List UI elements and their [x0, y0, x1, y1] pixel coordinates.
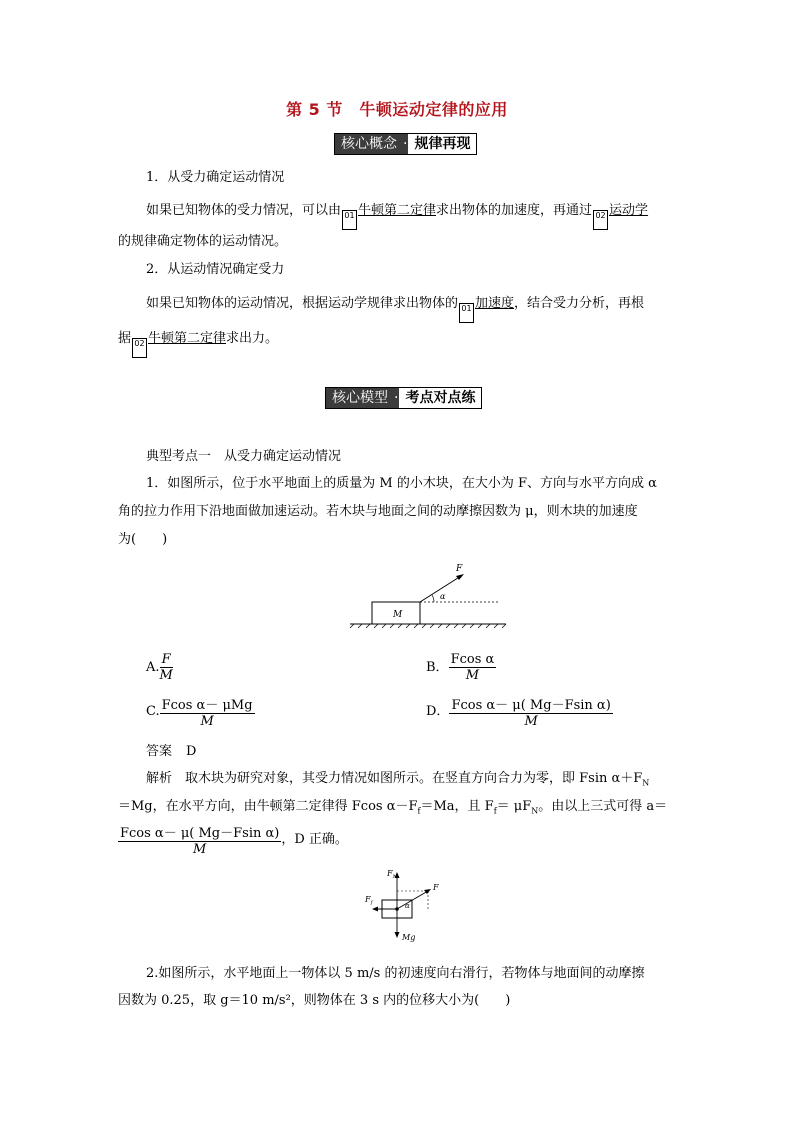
subscript: N	[531, 806, 539, 816]
force-F-label: F	[456, 564, 463, 574]
ground-hatching	[350, 624, 506, 628]
numerator: Fcos α－ μ( Mg－Fsin α)	[118, 822, 281, 842]
arrowhead-icon	[456, 574, 464, 580]
fraction	[449, 652, 497, 683]
fraction	[160, 694, 255, 729]
center-point	[395, 907, 399, 911]
normal-force-label: $F_N$	[387, 869, 397, 880]
fraction	[449, 694, 612, 729]
banner-dot: ·	[394, 390, 399, 406]
numerator: Fcos α－ μMg	[160, 694, 255, 714]
analysis-line2	[118, 795, 667, 816]
block-M-label: M	[393, 610, 403, 620]
banner-dot: ·	[403, 136, 408, 152]
figure-force-diagram	[360, 864, 450, 946]
concept-paragraph-2-line1	[146, 292, 644, 323]
text: ＝Ma，且 F	[420, 799, 494, 814]
analysis-line1	[146, 767, 649, 788]
fraction	[160, 652, 173, 683]
text: 如果已知物体的运动情况，根据运动学规律求出物体的	[146, 296, 459, 311]
banner-right: 规律再现	[408, 134, 476, 154]
subscript: f	[493, 806, 497, 816]
concept-heading-2: 2．从运动情况确定受力	[146, 262, 285, 277]
numerator: F	[160, 652, 173, 668]
answer-line	[146, 740, 196, 759]
angle-alpha-label: α	[405, 902, 410, 910]
text: ，D 正确。	[281, 832, 348, 847]
denominator: M	[465, 668, 480, 683]
banner-left: 核心模型	[326, 388, 394, 408]
fill-in-answer: 牛顿第二定律	[358, 203, 437, 218]
option-A[interactable]	[146, 652, 173, 683]
option-C[interactable]	[146, 694, 255, 729]
option-label: D．	[426, 704, 450, 719]
text: 求出物体的加速度，再通过	[436, 203, 593, 218]
question-2-line2: 因数为 0.25，取 g＝10 m/s²，则物体在 3 s 内的位移大小为( )	[118, 993, 511, 1008]
angle-arc	[432, 595, 434, 602]
fill-in-answer: 运动学	[609, 203, 649, 218]
force-F-label: F	[433, 883, 439, 892]
friction-label: $F_f$	[365, 895, 373, 906]
arrowhead-icon	[424, 889, 431, 894]
blank-number-box: 02	[593, 210, 608, 230]
fraction	[118, 822, 281, 857]
text: 据	[118, 331, 132, 346]
option-label: C.	[146, 704, 160, 719]
concept-paragraph-1-line2: 的规律确定物体的运动情况。	[118, 234, 288, 249]
arrowhead-icon	[395, 932, 400, 938]
concept-paragraph-2-line2	[118, 327, 278, 358]
angle-alpha-label: α	[440, 592, 446, 601]
blank-number-box: 01	[342, 210, 357, 230]
banner-core-concept	[334, 133, 477, 155]
denominator: M	[159, 668, 173, 683]
fill-in-answer: 加速度	[475, 296, 515, 311]
denominator: M	[193, 842, 207, 857]
concept-heading-1: 1．从受力确定运动情况	[146, 170, 285, 185]
fill-in-answer: 牛顿第二定律	[148, 331, 227, 346]
text: 解析 取木块为研究对象，其受力情况如图所示。在竖直方向合力为零，即 Fsin α＋F	[146, 771, 643, 786]
text: ＝Mg，在水平方向，由牛顿第二定律得 Fcos α－F	[118, 799, 418, 814]
answer-label: 答案	[146, 744, 173, 759]
text: ＝ μF	[496, 799, 532, 814]
option-D[interactable]	[426, 694, 613, 729]
blank-number-box: 01	[459, 303, 474, 323]
question-1-line1: 1．如图所示，位于水平地面上的质量为 M 的小木块，在大小为 F、方向与水平方向成 α	[146, 476, 657, 491]
banner-right: 考点对点练	[399, 388, 481, 408]
answer-value: D	[186, 744, 197, 759]
section-heading: 典型考点一 从受力确定运动情况	[146, 449, 342, 464]
blank-number-box: 02	[132, 338, 147, 358]
text: ，结合受力分析，再根	[514, 296, 645, 311]
option-B[interactable]	[426, 652, 496, 683]
numerator: Fcos α－ μ( Mg－Fsin α)	[449, 694, 612, 714]
subscript: N	[642, 778, 650, 788]
subscript: f	[417, 806, 421, 816]
analysis-line3	[118, 822, 348, 857]
banner-core-model	[325, 387, 482, 409]
page-title: 第 5 节 牛顿运动定律的应用	[286, 100, 508, 119]
denominator: M	[524, 714, 538, 729]
text: 求出力。	[226, 331, 279, 346]
option-label: B．	[426, 660, 449, 675]
numerator: Fcos α	[450, 652, 495, 667]
banner-left: 核心概念	[335, 134, 403, 154]
option-label: A.	[146, 660, 160, 675]
question-1-line2: 角的拉力作用下沿地面做加速运动。若木块与地面之间的动摩擦因数为 μ，则木块的加速度	[118, 504, 638, 519]
concept-paragraph-1-line1	[146, 199, 648, 230]
arrowhead-icon	[372, 907, 378, 912]
gravity-label: Mg	[402, 933, 416, 942]
question-1-line3: 为( )	[118, 532, 168, 547]
denominator: M	[200, 714, 214, 729]
text: 。由以上三式可得 a＝	[538, 799, 668, 814]
figure-block-pulled	[348, 560, 508, 632]
question-2-line1: 2.如图所示，水平地面上一物体以 5 m/s 的初速度向右滑行，若物体与地面间的动摩擦	[146, 966, 645, 981]
text: 如果已知物体的受力情况，可以由	[146, 203, 342, 218]
